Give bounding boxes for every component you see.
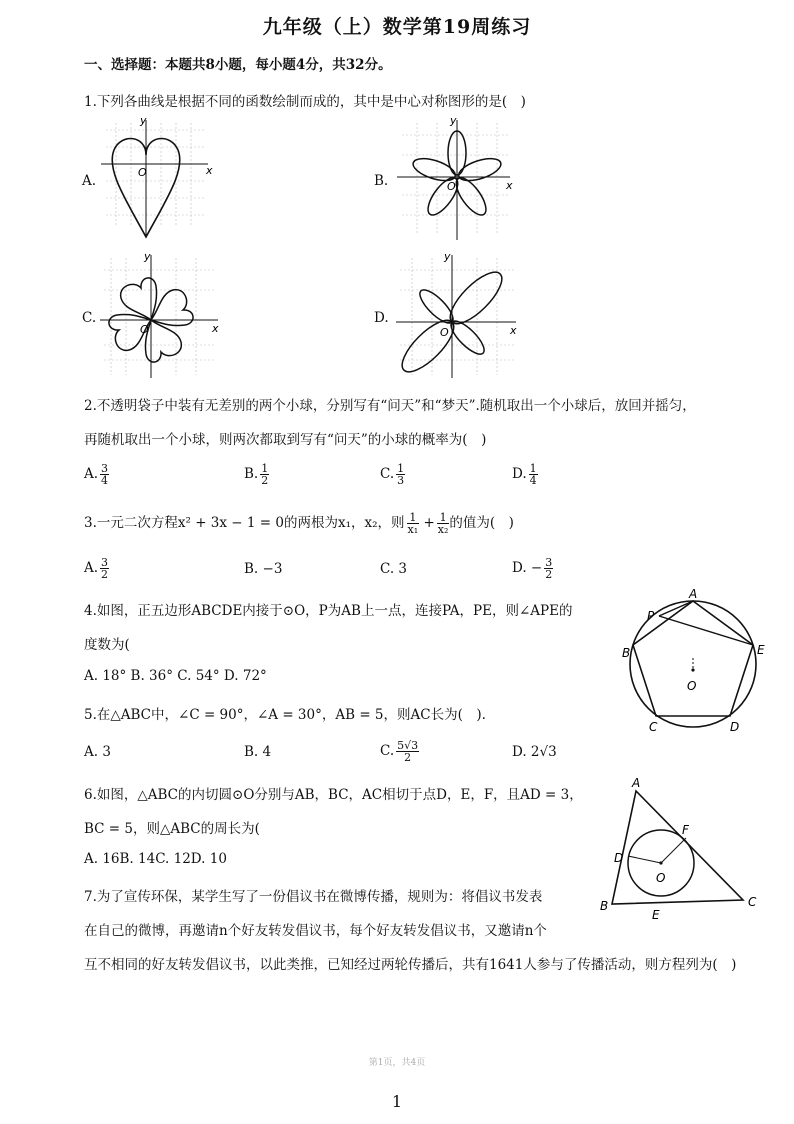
q6-figure-incircle [598, 776, 768, 924]
q3-stem: 3.一元二次方程x² + 3x − 1 = 0的两根为x₁，x₂，则 $\frac{1}{\text{x₁}}$ + $\frac{1}{\text{x₂}}$ 的值为( ) [84, 511, 514, 536]
q6-label-o: O [656, 871, 666, 885]
page-title: 九年级（上）数学第19周练习 [262, 16, 532, 38]
q3-option-a: A. $\frac{3}{2}$ [84, 556, 109, 581]
q1-label-b: B. [374, 173, 389, 189]
q1b-y-axis-label: y [450, 115, 457, 127]
q3-option-d: D. − $\frac{3}{2}$ [512, 556, 553, 581]
q1-figure-a-heart [96, 115, 216, 245]
q4-label-b: B [622, 646, 631, 660]
q2-line2: 再随机取出一个小球，则两次都取到写有“问天”的小球的概率为( ) [84, 432, 487, 448]
page-number: 1 [391, 1092, 403, 1111]
q4-figure-pentagon [615, 588, 775, 738]
q6-label-b: B [600, 899, 609, 913]
q4-line1: 4.如图，正五边形ABCDE内接于⊙O，P为AB上一点，连接PA，PE，则∠APE的 [84, 603, 573, 619]
q5-option-c: C. $\frac{5√3}{2}$ [380, 739, 419, 764]
q2-option-b: B. $\frac{1}{2}$ [244, 462, 269, 487]
q6-line1: 6.如图，△ABC的内切圆⊙O分别与AB，BC，AC相切于点D，E，F，且AD = 3， [84, 787, 583, 803]
q5-option-d: D. 2√3 [512, 744, 557, 760]
q5-stem: 5.在△ABC中，∠C = 90°，∠A = 30°，AB = 5，则AC长为( ). [84, 707, 486, 723]
q4-label-a: A [689, 588, 698, 601]
q5-option-b: B. 4 [244, 744, 272, 760]
page-footer-note: 第1页，共4页 [368, 1058, 426, 1068]
q4-line2: 度数为( [84, 637, 130, 653]
q2-option-d: D. $\frac{1}{4}$ [512, 462, 537, 487]
q1a-y-axis-label: y [140, 115, 147, 127]
q1d-x-axis-label: x [510, 324, 517, 337]
q1-figure-c-clover [96, 250, 226, 380]
section-heading: 一、选择题：本题共8小题，每小题4分，共32分。 [84, 57, 392, 73]
q1-stem: 1.下列各曲线是根据不同的函数绘制而成的，其中是中心对称图形的是( ) [84, 94, 526, 110]
q6-label-a: A [632, 776, 641, 790]
q1-figure-b-flower [392, 115, 517, 245]
q6-label-f: F [682, 823, 689, 837]
q4-options: A. 18° B. 36° C. 54° D. 72° [84, 668, 267, 684]
q1d-origin-label: O [440, 326, 449, 339]
q1c-x-axis-label: x [212, 322, 219, 335]
q1-label-c: C. [82, 310, 97, 326]
q4-label-o: O [687, 679, 697, 693]
q6-label-e: E [652, 908, 660, 922]
q4-label-d: D [730, 720, 740, 734]
q1-label-a: A. [82, 173, 97, 189]
q1b-origin-label: O [447, 180, 456, 193]
q3-option-b: B. −3 [244, 561, 283, 577]
q1b-x-axis-label: x [506, 179, 513, 192]
q7-line3: 互不相同的好友转发倡议书，以此类推，已知经过两轮传播后，共有1641人参与了传播活动，则方程列为( ) [84, 957, 737, 973]
q4-label-e: E [757, 643, 765, 657]
q2-option-c: C. $\frac{1}{3}$ [380, 462, 405, 487]
q6-line2: BC = 5，则△ABC的周长为( [84, 821, 260, 837]
q1a-origin-label: O [138, 166, 147, 179]
q3-option-c: C. 3 [380, 561, 408, 577]
q1-figure-d-propeller [392, 250, 522, 380]
q6-options: A. 16B. 14C. 12D. 10 [84, 851, 227, 867]
q5-option-a: A. 3 [84, 744, 111, 760]
q1c-origin-label: O [140, 323, 149, 336]
q1c-y-axis-label: y [144, 250, 151, 263]
q7-line2: 在自己的微博，再邀请n个好友转发倡议书，每个好友转发倡议书，又邀请n个 [84, 923, 547, 939]
q1d-y-axis-label: y [444, 250, 451, 263]
q4-label-c: C [649, 720, 658, 734]
q2-line1: 2.不透明袋子中装有无差别的两个小球，分别写有“问天”和“梦天”.随机取出一个小球后，放回并摇匀， [84, 398, 696, 414]
q7-line1: 7.为了宣传环保，某学生写了一份倡议书在微博传播，规则为：将倡议书发表 [84, 889, 543, 905]
q6-label-c: C [748, 895, 757, 909]
q1a-x-axis-label: x [206, 164, 213, 177]
q4-label-p: P [647, 609, 655, 623]
q2-option-a: A. $\frac{3}{4}$ [84, 462, 109, 487]
q1-label-d: D. [374, 310, 389, 326]
q6-label-d: D [614, 851, 624, 865]
